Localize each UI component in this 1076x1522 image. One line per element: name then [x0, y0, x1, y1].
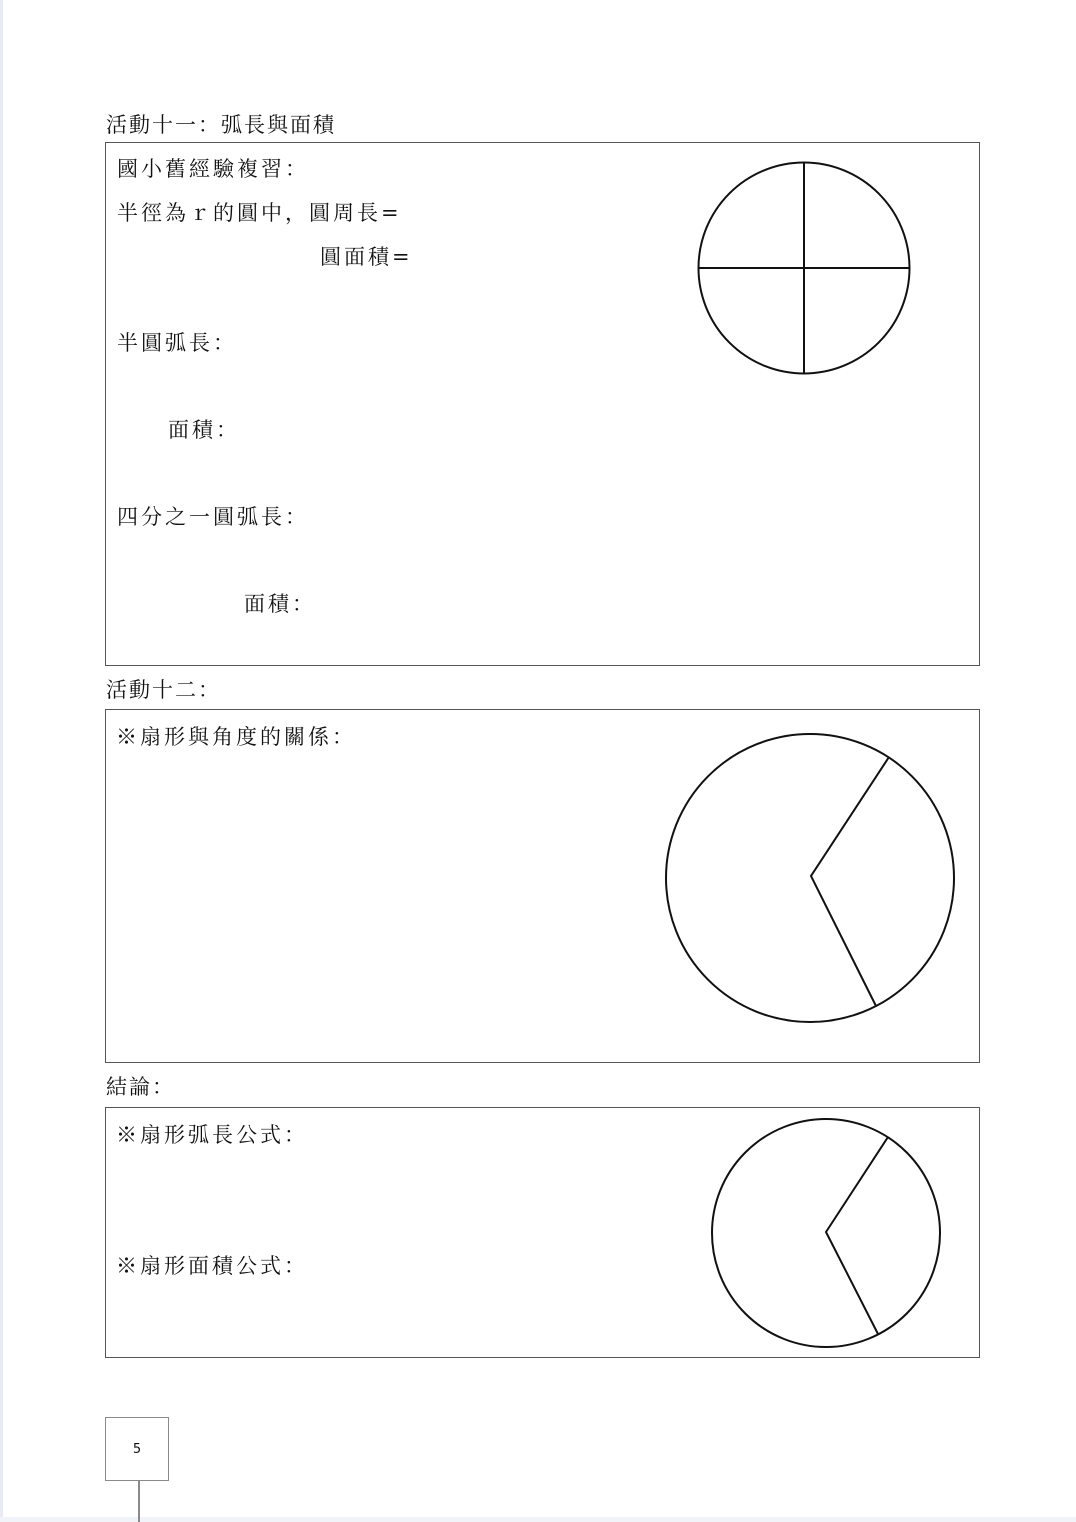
page-number: 5 [132, 1441, 142, 1457]
semicircle-arc-label: 半圓弧長： [117, 331, 237, 355]
activity12-title: 活動十二： [106, 678, 221, 702]
page-bottom-edge [0, 1517, 1076, 1522]
sector-circle-large [666, 734, 954, 1022]
review-label: 國小舊經驗複習： [117, 157, 309, 181]
page-left-edge [0, 0, 3, 1522]
activity11-title: 活動十一：弧長與面積 [106, 113, 336, 137]
sector-circle-figure-small [706, 1113, 946, 1353]
quarter-area-label: 面積： [244, 592, 316, 616]
arc-formula-label: ※扇形弧長公式： [116, 1123, 308, 1147]
quartered-circle-figure [690, 154, 920, 384]
circumference-line: 半徑為ｒ的圓中，圓周長= [117, 201, 402, 225]
circle-area-line: 圓面積= [320, 245, 413, 269]
sector-radii-small [826, 1137, 888, 1334]
sector-radii-large [811, 757, 889, 1006]
page-number-tail [138, 1481, 140, 1522]
semicircle-area-label: 面積： [168, 418, 240, 442]
sector-circle-figure-large [660, 728, 960, 1028]
sector-angle-relation-label: ※扇形與角度的關係： [116, 725, 356, 749]
quarter-arc-label: 四分之一圓弧長： [117, 505, 309, 529]
conclusion-title: 結論： [106, 1075, 175, 1099]
area-formula-label: ※扇形面積公式： [116, 1254, 308, 1278]
page-number-box [105, 1417, 169, 1481]
